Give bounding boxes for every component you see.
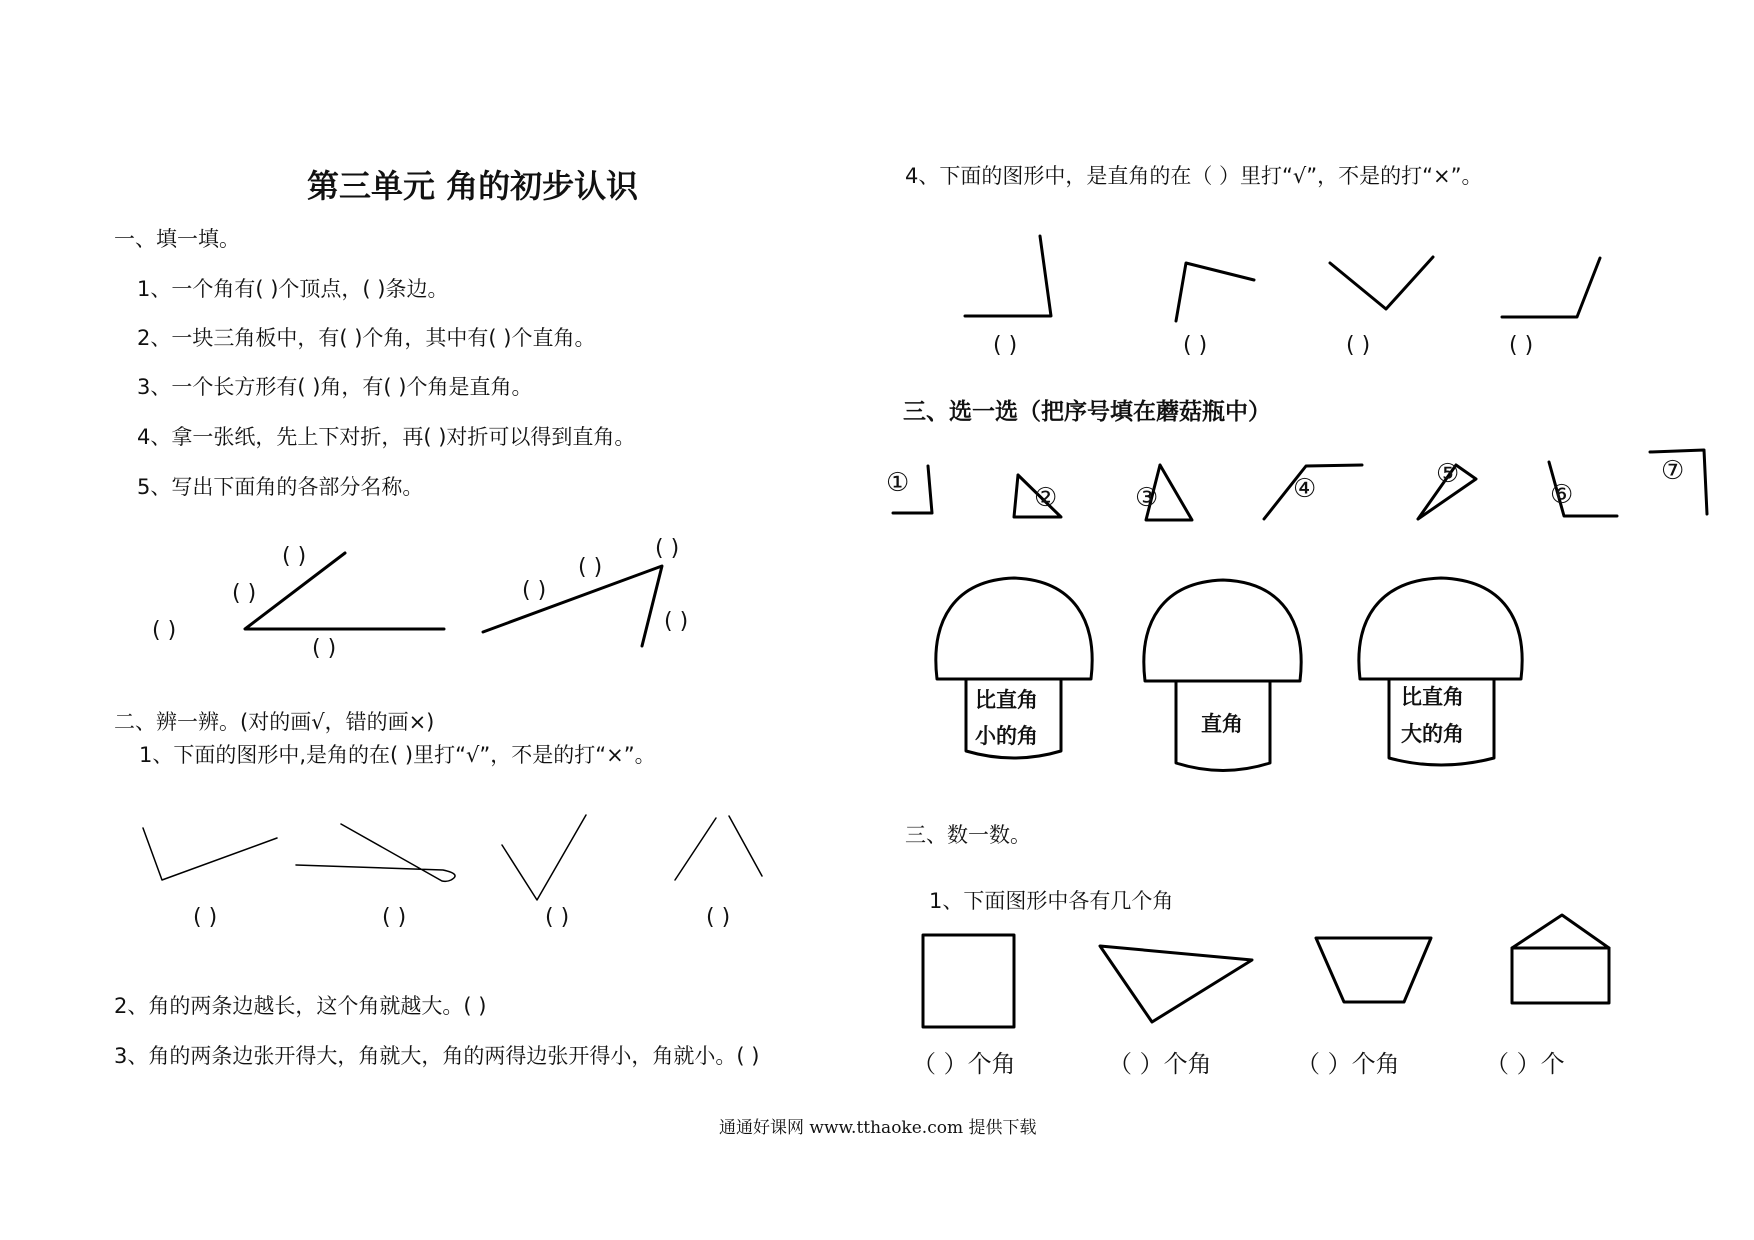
figure-right-angle-4 bbox=[1502, 258, 1600, 317]
section-2-heading: 二、辨一辨。(对的画√，错的画×) bbox=[114, 710, 435, 734]
page-title: 第三单元 角的初步认识 bbox=[307, 167, 639, 205]
question-1-2: 2、一块三角板中，有( )个角，其中有( )个直角。 bbox=[137, 326, 596, 350]
answer-blank-2-1b[interactable]: ( ) bbox=[382, 905, 407, 930]
question-1-1: 1、一个角有( )个顶点，( )条边。 bbox=[137, 277, 449, 301]
section-4-heading: 三、数一数。 bbox=[905, 823, 1031, 847]
figure-not-angle bbox=[675, 816, 762, 880]
answer-blank-2-4b[interactable]: ( ) bbox=[1183, 333, 1208, 358]
question-1-3: 3、一个长方形有( )角，有( )个角是直角。 bbox=[137, 375, 533, 399]
count-answer-3: （ ）个角 bbox=[1296, 1050, 1400, 1078]
choice-number-6: ⑥ bbox=[1550, 480, 1574, 510]
section-1-heading: 一、填一填。 bbox=[114, 227, 240, 251]
answer-blank-2-4d[interactable]: ( ) bbox=[1509, 333, 1534, 358]
mushroom-2-label: 直角 bbox=[1201, 712, 1243, 736]
count-answer-2: （ ）个角 bbox=[1108, 1050, 1212, 1078]
question-4-1: 1、下面图形中各有几个角 bbox=[929, 889, 1174, 913]
angle-figure-2 bbox=[483, 566, 662, 646]
blank-side-upper-1[interactable]: ( ) bbox=[232, 581, 257, 606]
blank-vertex-2[interactable]: ( ) bbox=[655, 536, 680, 561]
figure-open-angle bbox=[143, 828, 277, 880]
blank-side-2b[interactable]: ( ) bbox=[578, 555, 603, 580]
blank-side-2a[interactable]: ( ) bbox=[522, 578, 547, 603]
question-2-4: 4、下面的图形中，是直角的在（ ）里打“√”，不是的打“×”。 bbox=[905, 164, 1483, 188]
section-3-heading: 三、选一选（把序号填在蘑菇瓶中） bbox=[903, 399, 1271, 425]
choice-number-3: ③ bbox=[1135, 483, 1159, 513]
figure-v-angle bbox=[502, 815, 586, 900]
count-triangle bbox=[1100, 946, 1252, 1022]
figure-right-angle-1 bbox=[965, 236, 1051, 316]
answer-blank-2-1c[interactable]: ( ) bbox=[545, 905, 570, 930]
blank-side-upper-1b[interactable]: ( ) bbox=[282, 544, 307, 569]
figure-right-angle-2 bbox=[1176, 263, 1254, 321]
question-2-2: 2、角的两条边越长，这个角就越大。( ) bbox=[114, 994, 487, 1018]
question-2-1: 1、下面的图形中,是角的在( )里打“√”，不是的打“×”。 bbox=[139, 743, 656, 767]
figure-curved-angle bbox=[296, 824, 455, 881]
count-trapezoid bbox=[1316, 938, 1431, 1002]
figure-right-angle-3 bbox=[1330, 257, 1433, 309]
choice-number-1: ① bbox=[886, 468, 910, 498]
footer-credit: 通通好课网 www.tthaoke.com 提供下载 bbox=[719, 1118, 1037, 1138]
count-answer-1: （ ）个角 bbox=[912, 1050, 1016, 1078]
answer-blank-2-1a[interactable]: ( ) bbox=[193, 905, 218, 930]
blank-side-lower-1[interactable]: ( ) bbox=[312, 636, 337, 661]
count-house bbox=[1512, 915, 1609, 1003]
count-square bbox=[923, 935, 1014, 1027]
answer-blank-2-1d[interactable]: ( ) bbox=[706, 905, 731, 930]
question-1-5: 5、写出下面角的各部分名称。 bbox=[137, 475, 424, 499]
blank-vertex-1[interactable]: ( ) bbox=[152, 618, 177, 643]
choice-number-5: ⑤ bbox=[1436, 459, 1460, 489]
question-2-3: 3、角的两条边张开得大，角就大，角的两得边张开得小，角就小。( ) bbox=[114, 1044, 760, 1068]
mushroom-1-label-line1: 比直角 bbox=[975, 688, 1038, 712]
count-answer-4: （ ）个 bbox=[1485, 1050, 1565, 1078]
answer-blank-2-4a[interactable]: ( ) bbox=[993, 333, 1018, 358]
mushroom-3-label-line1: 比直角 bbox=[1401, 685, 1464, 709]
mushroom-1-label-line2: 小的角 bbox=[975, 724, 1038, 748]
choice-number-7: ⑦ bbox=[1661, 456, 1685, 486]
choice-number-4: ④ bbox=[1293, 474, 1317, 504]
blank-side-2c[interactable]: ( ) bbox=[664, 609, 689, 634]
mushroom-3-label-line2: 大的角 bbox=[1401, 722, 1464, 746]
mushroom-2 bbox=[1144, 580, 1301, 771]
answer-blank-2-4c[interactable]: ( ) bbox=[1346, 333, 1371, 358]
angle-figure-1 bbox=[245, 553, 444, 629]
choice-number-2: ② bbox=[1034, 483, 1058, 513]
question-1-4: 4、拿一张纸，先上下对折，再( )对折可以得到直角。 bbox=[137, 425, 636, 449]
